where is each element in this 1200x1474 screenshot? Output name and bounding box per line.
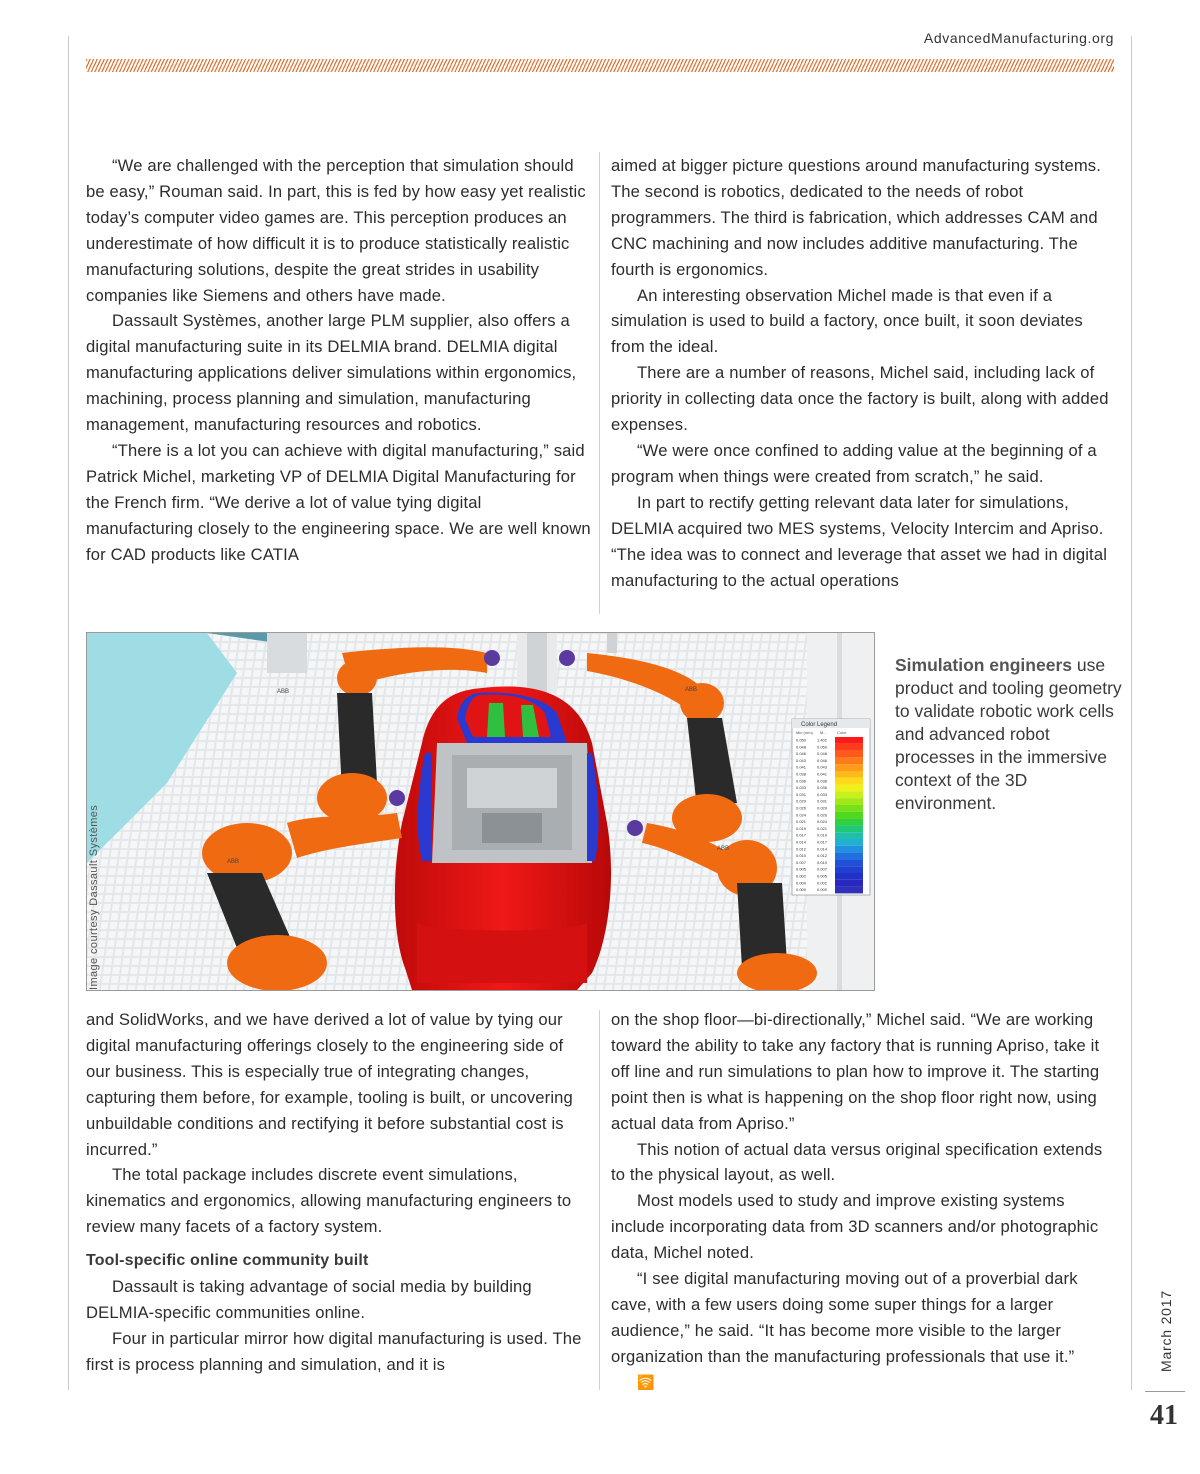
end-mark-icon: 🛜 [637, 1373, 655, 1390]
legend-max-value: 0.041 [817, 771, 828, 777]
column-1-bottom [86, 1007, 591, 1378]
color-legend [792, 719, 870, 895]
paragraph: Dassault is taking advantage of social media by building DELMIA-specific communities online. [86, 1277, 532, 1322]
legend-swatch [835, 764, 863, 771]
legend-max-value: 0.024 [817, 819, 828, 825]
legend-max-value: 0.029 [817, 805, 828, 811]
legend-min-value: 0.050 [796, 737, 807, 743]
legend-max-value: 0.021 [817, 825, 828, 831]
legend-swatch [835, 791, 863, 798]
legend-max-value: 0.026 [817, 812, 828, 818]
column-divider [599, 152, 600, 614]
legend-swatch [835, 751, 863, 758]
legend-max-value: 0.043 [817, 764, 828, 770]
legend-swatch [835, 798, 863, 805]
legend-swatch [835, 839, 863, 846]
figure-caption [895, 654, 1125, 815]
legend-max-value: 1.402 [817, 737, 828, 743]
legend-min-value: 0.021 [796, 819, 807, 825]
legend-max-value: 0.033 [817, 791, 828, 797]
legend-min-value: 0.024 [796, 812, 807, 818]
legend-max-value: 0.007 [817, 866, 828, 872]
legend-min-value: 0.007 [796, 859, 807, 865]
legend-swatch [835, 846, 863, 853]
legend-swatch [835, 887, 863, 894]
legend-swatch [835, 744, 863, 751]
legend-min-value: 0.002 [796, 873, 807, 879]
legend-swatch [835, 771, 863, 778]
robot-cell-illustration [87, 633, 874, 990]
legend-min-value: 0.012 [796, 846, 807, 852]
paragraph: aimed at bigger picture questions around manufacturing systems. The second is robotics, dedicated to the needs of robot programmers. The third is fabrication, which addresses CAM and CNC machining and now includes additive manufacturing. The fourth is ergonomics. [611, 156, 1102, 279]
robot-label: ABB [277, 689, 290, 695]
issue-date: March 2017 [1158, 1290, 1174, 1372]
paragraph: on the shop floor—bi-directionally,” Michel said. “We are working toward the ability to take any factory that is running Apriso, take it off line and run simulations to plan how to improve it. The starting point then is what is happening on the shop floor right now, using actual data from Apriso.” [611, 1010, 1100, 1133]
legend-max-value: 0.000 [817, 887, 828, 893]
subhead: Tool-specific online community built [86, 1252, 369, 1270]
robot-label: ABB [685, 687, 698, 693]
header-hatch-bar [86, 59, 1114, 72]
page-number: 41 [1150, 1400, 1178, 1431]
legend-max-value: 0.017 [817, 839, 828, 845]
legend-max-value: 0.046 [817, 757, 828, 763]
legend-min-value: 0.033 [796, 785, 807, 791]
paragraph: Dassault Systèmes, another large PLM supplier, also offers a digital manufacturing suite in its DELMIA brand. DELMIA digital manufacturing applications deliver simulations within ergonomics, machining, process planning and simulation, manufacturing management, manufacturing resources and robotics. [86, 311, 577, 435]
paragraph: Most models used to study and improve existing systems include incorporating data from 3D scanners and/or photographic data, Michel noted. [611, 1191, 1099, 1263]
legend-min-value: 0.000 [796, 887, 807, 893]
robot-label: ABB [227, 859, 240, 865]
column-1-top [86, 153, 591, 568]
legend-swatch [835, 778, 863, 785]
paragraph: and SolidWorks, and we have derived a lot of value by tying our digital manufacturing offerings closely to the engineering side of our business. This is especially true of integrating changes, capturing them before, for example, tooling is built, or uncovering unbuildable conditions and rectifying it before substantial cost is incurred.” [86, 1010, 573, 1159]
legend-swatch [835, 737, 863, 744]
paragraph: “There is a lot you can achieve with digital manufacturing,” said Patrick Michel, marketing VP of DELMIA Digital Manufacturing for the French firm. “We derive a lot of value tying digital manufacturing closely to the engineering space. We are well known for CAD products like CATIA [86, 440, 591, 564]
legend-min-value: 0.019 [796, 825, 807, 831]
robot-simulation-figure [86, 632, 875, 991]
legend-min-value: 0.048 [796, 744, 807, 750]
left-margin-rule [68, 36, 69, 1390]
legend-swatch [835, 757, 863, 764]
legend-max-value: 0.048 [817, 751, 828, 757]
paragraph: Four in particular mirror how digital manufacturing is used. The first is process planning and simulation, and it is [86, 1328, 582, 1374]
legend-swatch [835, 805, 863, 812]
paragraph: The total package includes discrete event simulations, kinematics and ergonomics, allowing manufacturing engineers to review many facets of a factory system. [86, 1165, 572, 1237]
column-2-bottom [611, 1007, 1116, 1396]
legend-min-value: 0.014 [796, 839, 807, 845]
legend-title: Color Legend [801, 722, 838, 728]
legend-header: Min (mm) [796, 730, 813, 735]
paragraph: In part to rectify getting relevant data later for simulations, DELMIA acquired two MES systems, Velocity Intercim and Apriso. “The idea was to connect and leverage that asset we had in digital manufacturing to the actual operations [611, 492, 1108, 590]
legend-swatch [835, 880, 863, 887]
column-2-top [611, 153, 1116, 593]
legend-swatch [835, 859, 863, 866]
legend-swatch [835, 873, 863, 880]
legend-swatch [835, 853, 863, 860]
legend-max-value: 0.036 [817, 785, 828, 791]
legend-max-value: 0.005 [817, 873, 828, 879]
page-number-rule [1145, 1391, 1185, 1392]
paragraph: There are a number of reasons, Michel said, including lack of priority in collecting data once the factory is built, along with added expenses. [611, 363, 1109, 435]
legend-min-value: 0.017 [796, 832, 807, 838]
caption-lead: Simulation engineers [895, 655, 1072, 675]
legend-min-value: 0.036 [796, 778, 807, 784]
legend-header: Color [837, 730, 847, 735]
site-url: AdvancedManufacturing.org [923, 30, 1114, 46]
legend-swatch [835, 825, 863, 832]
legend-max-value: 0.014 [817, 846, 828, 852]
legend-max-value: 0.012 [817, 853, 828, 859]
legend-swatch [835, 819, 863, 826]
legend-swatch [835, 866, 863, 873]
legend-min-value: 0.029 [796, 798, 807, 804]
paragraph: This notion of actual data versus original specification extends to the physical layout, as well. [611, 1139, 1103, 1185]
legend-min-value: 0.038 [796, 771, 807, 777]
robot-label: ABB [717, 846, 730, 852]
legend-swatch [835, 785, 863, 792]
legend-swatch [835, 832, 863, 839]
image-credit: Image courtesy Dassault Systèmes [88, 804, 100, 990]
legend-min-value: 0.031 [796, 791, 807, 797]
right-margin-rule [1131, 36, 1132, 1390]
legend-min-value: 0.005 [796, 866, 807, 872]
legend-header: M... [820, 730, 827, 735]
paragraph-text: “I see digital manufacturing moving out of a proverbial dark cave, with a few users doing some super things for a larger audience,” he said. “It has become more visible to the larger organization than the manufacturing professionals that use it.” [611, 1269, 1078, 1366]
legend-max-value: 0.002 [817, 880, 828, 886]
column-divider [599, 1010, 600, 1390]
legend-min-value: 0.043 [796, 757, 807, 763]
paragraph: “We were once confined to adding value at the beginning of a program when things were created from scratch,” he said. [611, 440, 1097, 486]
legend-min-value: 0.026 [796, 805, 807, 811]
legend-max-value: 0.038 [817, 778, 828, 784]
legend-max-value: 0.050 [817, 744, 828, 750]
caption-text: use product and tooling geometry to validate robotic work cells and advanced robot processes in the immersive context of the 3D environment. [895, 655, 1122, 813]
paragraph: An interesting observation Michel made is that even if a simulation is used to build a factory, once built, it soon deviates from the ideal. [611, 285, 1083, 357]
legend-max-value: 0.010 [817, 859, 828, 865]
paragraph [611, 1266, 1116, 1396]
paragraph: “We are challenged with the perception that simulation should be easy,” Rouman said. In part, this is fed by how easy yet realistic today’s computer video games are. This perception produces an underestimate of how difficult it is to produce statistically realistic manufacturing solutions, despite the great strides in usability companies like Siemens and others have made. [86, 156, 586, 305]
legend-min-value: 0.041 [796, 764, 807, 770]
legend-min-value: 0.046 [796, 751, 807, 757]
legend-min-value: 0.000 [796, 880, 807, 886]
legend-max-value: 0.031 [817, 798, 828, 804]
legend-max-value: 0.019 [817, 832, 828, 838]
legend-swatch [835, 812, 863, 819]
legend-min-value: 0.010 [796, 853, 807, 859]
